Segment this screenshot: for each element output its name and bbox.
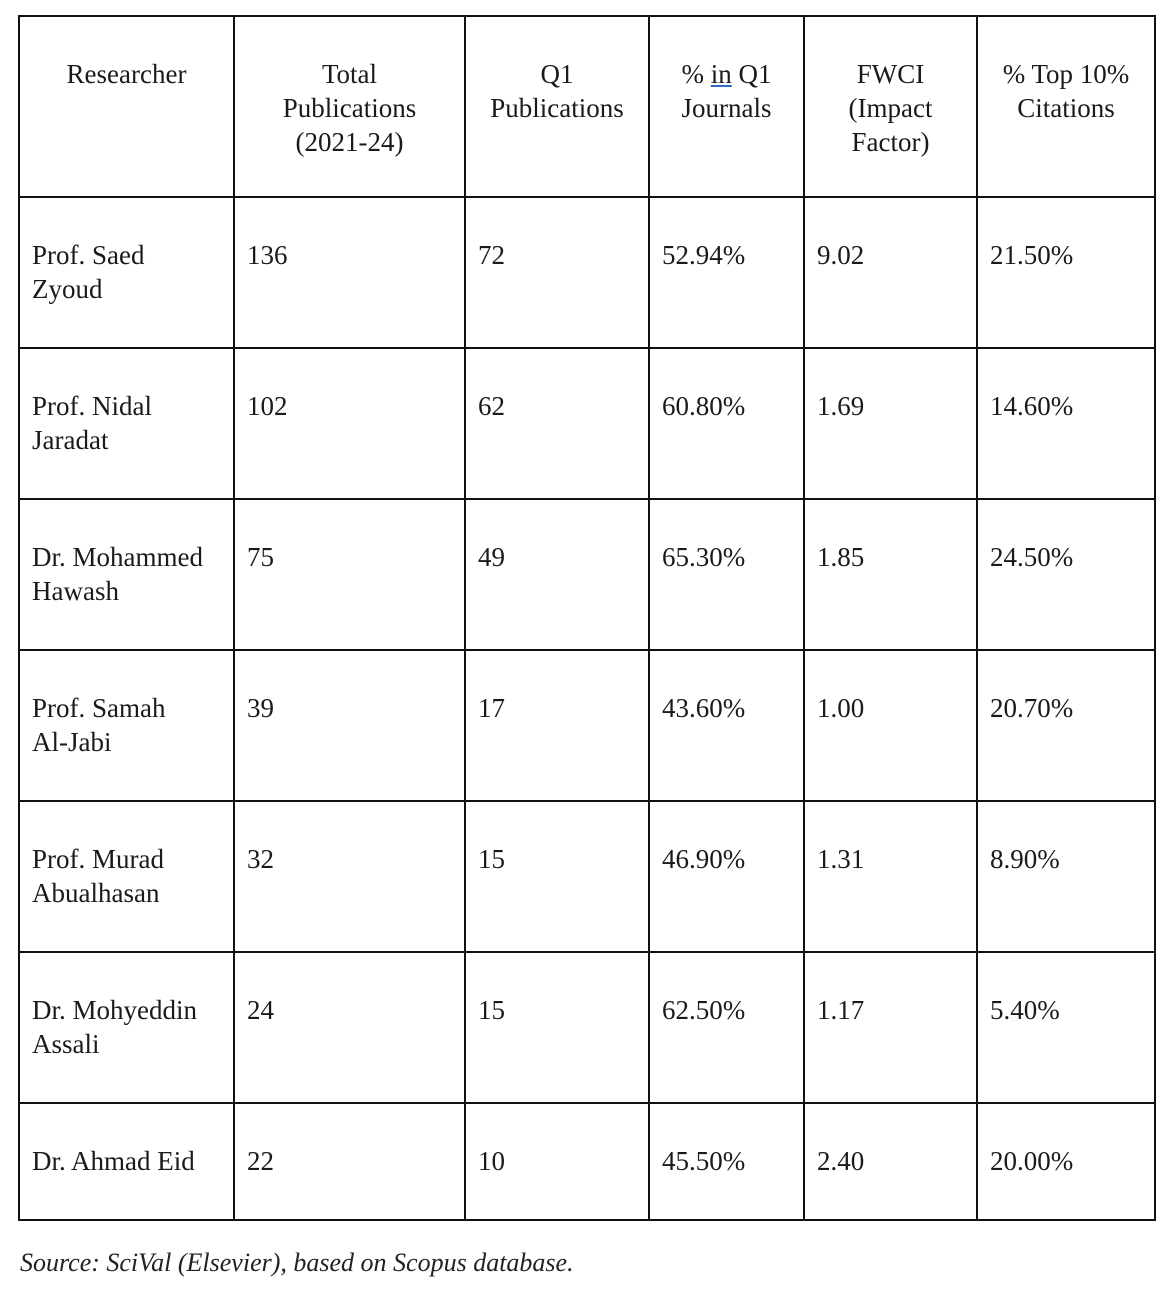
researcher-table-container [18,15,1156,1221]
cell-fwci: 1.85 [804,499,977,650]
cell-researcher: Prof. Murad Abualhasan [19,801,234,952]
header-percent-q1-underlined: in [710,59,732,89]
header-percent-q1-suffix: Q1 Journals [681,59,772,123]
header-percent-q1-prefix: % [681,59,711,89]
table-row [19,197,1155,348]
header-percent-q1-journals [649,16,804,197]
cell-percent-q1: 46.90% [649,801,804,952]
cell-total-publications: 75 [234,499,465,650]
cell-fwci: 1.31 [804,801,977,952]
cell-researcher: Prof. Saed Zyoud [19,197,234,348]
header-total-publications: Total Publications (2021-24) [234,16,465,197]
cell-top-10-citations: 24.50% [977,499,1155,650]
cell-researcher: Dr. Ahmad Eid [19,1103,234,1220]
cell-researcher: Prof. Samah Al-Jabi [19,650,234,801]
cell-total-publications: 136 [234,197,465,348]
cell-top-10-citations: 5.40% [977,952,1155,1103]
table-row [19,1103,1155,1220]
cell-q1-publications: 72 [465,197,649,348]
cell-fwci: 2.40 [804,1103,977,1220]
cell-percent-q1: 45.50% [649,1103,804,1220]
cell-fwci: 1.17 [804,952,977,1103]
table-row [19,499,1155,650]
cell-q1-publications: 15 [465,801,649,952]
header-fwci: FWCI (Impact Factor) [804,16,977,197]
cell-total-publications: 102 [234,348,465,499]
cell-total-publications: 22 [234,1103,465,1220]
table-row [19,650,1155,801]
cell-total-publications: 24 [234,952,465,1103]
table-header-row [19,16,1155,197]
cell-percent-q1: 60.80% [649,348,804,499]
cell-top-10-citations: 21.50% [977,197,1155,348]
header-q1-publications: Q1 Publications [465,16,649,197]
cell-researcher: Dr. Mohammed Hawash [19,499,234,650]
cell-fwci: 1.69 [804,348,977,499]
cell-percent-q1: 52.94% [649,197,804,348]
researcher-metrics-table [18,15,1156,1221]
cell-q1-publications: 62 [465,348,649,499]
cell-q1-publications: 17 [465,650,649,801]
source-note: Source: SciVal (Elsevier), based on Scopus database. [20,1248,574,1277]
cell-researcher: Dr. Mohyeddin Assali [19,952,234,1103]
cell-top-10-citations: 20.70% [977,650,1155,801]
cell-percent-q1: 43.60% [649,650,804,801]
cell-q1-publications: 10 [465,1103,649,1220]
header-researcher: Researcher [19,16,234,197]
cell-fwci: 9.02 [804,197,977,348]
cell-q1-publications: 49 [465,499,649,650]
cell-percent-q1: 62.50% [649,952,804,1103]
cell-q1-publications: 15 [465,952,649,1103]
header-top-10-citations: % Top 10% Citations [977,16,1155,197]
cell-researcher: Prof. Nidal Jaradat [19,348,234,499]
table-row [19,952,1155,1103]
cell-top-10-citations: 8.90% [977,801,1155,952]
table-row [19,348,1155,499]
cell-percent-q1: 65.30% [649,499,804,650]
cell-top-10-citations: 14.60% [977,348,1155,499]
cell-total-publications: 32 [234,801,465,952]
cell-fwci: 1.00 [804,650,977,801]
cell-top-10-citations: 20.00% [977,1103,1155,1220]
table-row [19,801,1155,952]
cell-total-publications: 39 [234,650,465,801]
